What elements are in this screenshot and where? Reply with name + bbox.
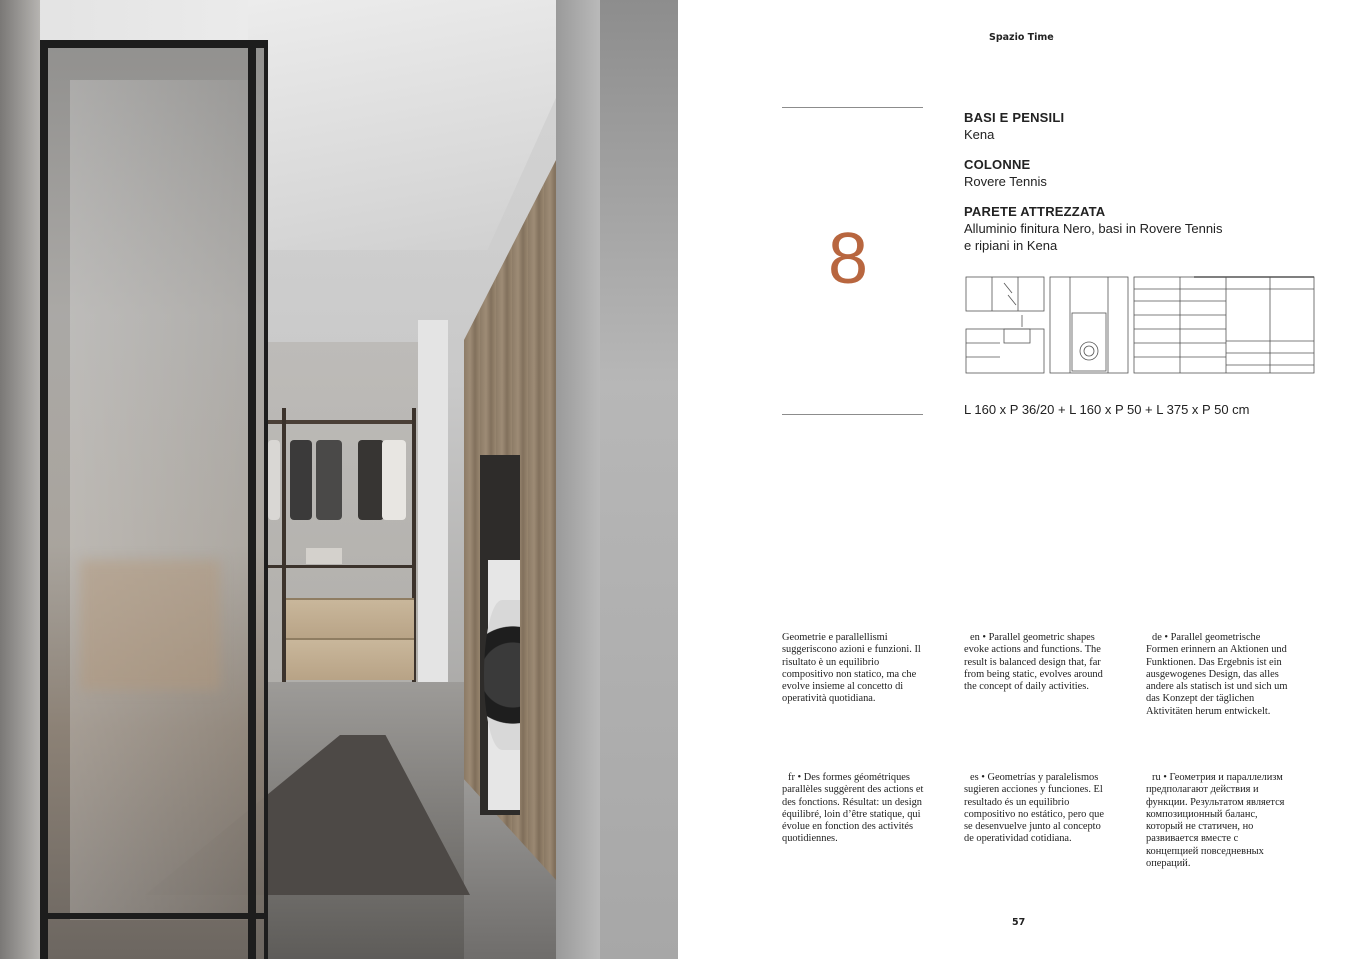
spec-parete: [964, 203, 1222, 254]
page-header: Spazio Time: [989, 32, 1054, 43]
closet-drawer: [286, 598, 414, 640]
top-rule: [782, 107, 923, 108]
closet-shelf: [268, 565, 416, 568]
door-frame-mid: [248, 40, 256, 959]
text-german: de • Parallel geometrische Formen erinnern an Aktionen und Funktionen. Das Ergebnis ist ein ausgewogenes Design, das alles andere als statisch ist und sich um das Konzept der täglichen Aktivitäten herum entwickelt.: [1146, 632, 1288, 717]
hanging-shirt: [382, 440, 406, 520]
wardrobe-rail: [268, 420, 416, 424]
spec-value: Alluminio finitura Nero, basi in Rovere Tennis: [964, 221, 1223, 236]
text-spanish: es • Geometrías y paralelismos sugieren acciones y funciones. El resultado és un equilibrio compositivo no estático, pero que se desenvuelve junto al concepto de operatividad cotidiana.: [964, 772, 1104, 845]
hanging-shirt: [268, 440, 280, 520]
text-english: en • Parallel geometric shapes evoke actions and functions. The result is balanced design that, far from being static, evolves around the concept of daily activities.: [964, 632, 1103, 693]
spec-basi: [964, 109, 1064, 143]
glass-reflection: [70, 80, 250, 920]
left-wall: [0, 0, 40, 959]
spec-value: Rovere Tennis: [964, 174, 1047, 189]
composition-number: 8: [828, 219, 869, 299]
spec-value: Kena: [964, 127, 995, 142]
spec-value: e ripiani in Kena: [964, 238, 1058, 253]
right-wall-edge: [600, 0, 678, 959]
folded-clothes: [306, 548, 342, 564]
door-frame-top: [40, 40, 268, 48]
bottom-rule: [782, 414, 923, 415]
hanging-jacket: [316, 440, 342, 520]
dimensions: L 160 x P 36/20 + L 160 x P 50 + L 375 x P 50 cm: [964, 402, 1250, 417]
closet-side-wall: [418, 320, 448, 700]
spec-colonne: [964, 156, 1047, 190]
text-french: fr • Des formes géométriques parallèles suggèrent des actions et des fonctions. Résultat: un design équilibré, loin d’être statique, qui évolue en fonction des activités quotidiennes.: [782, 772, 924, 845]
hanging-jacket: [290, 440, 312, 520]
spec-title: BASI E PENSILI: [964, 110, 1065, 125]
closet-drawer: [286, 638, 414, 680]
washing-machine-door: [484, 600, 520, 750]
door-frame-bottom: [40, 913, 268, 919]
hanging-coat: [358, 440, 384, 520]
text-russian: ru • Геометрия и параллелизм предполагают действия и функции. Результатом является композиционный баланс, который не статичен, но развивается вместе с концепцией повседневных операций.: [1146, 772, 1285, 870]
glass-warm-reflection: [80, 560, 220, 690]
door-frame-left: [40, 40, 48, 959]
text-italian: Geometrie e parallellismi suggeriscono azioni e funzioni. Il risultato è un equilibrio compositivo non statico, ma che evolve insieme al concetto di operatività quotidiana.: [782, 632, 921, 705]
spec-title: COLONNE: [964, 157, 1031, 172]
elevation-drawing: [964, 275, 1316, 375]
door-frame-right: [264, 40, 268, 959]
page-number: 57: [1012, 917, 1026, 928]
spec-title: PARETE ATTREZZATA: [964, 204, 1106, 219]
